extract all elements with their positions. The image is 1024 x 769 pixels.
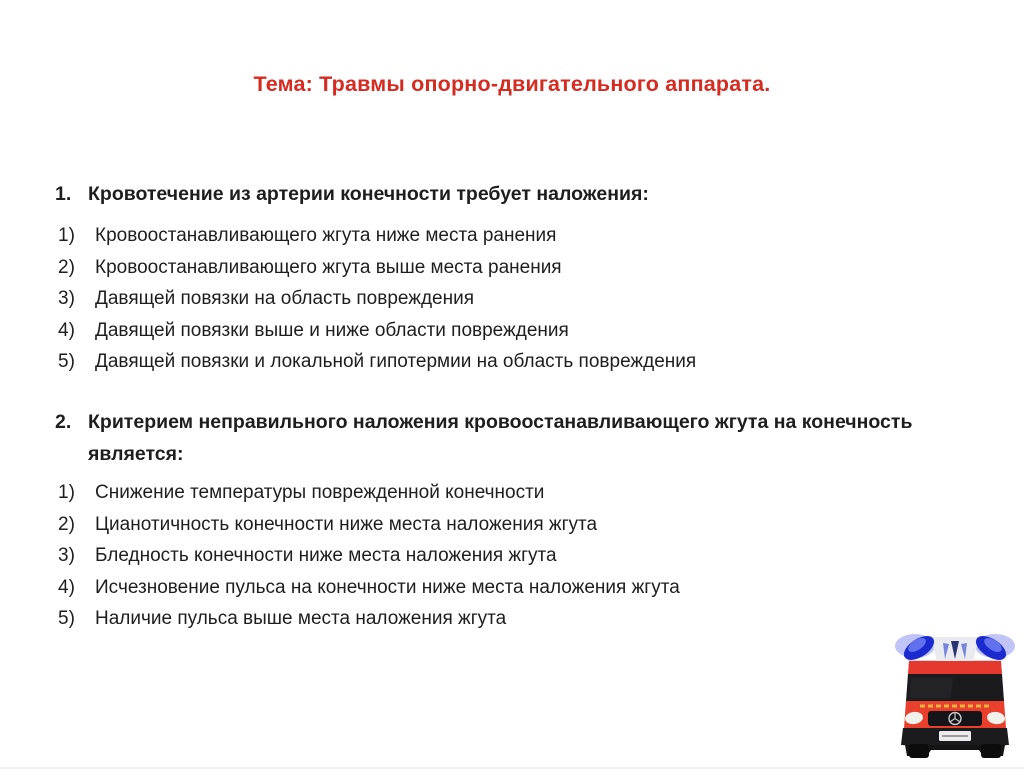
question-2-heading [55,407,988,470]
option-number: 2) [58,513,75,535]
list-item [55,603,988,635]
option-text: Кровоостанавливающего жгута выше места ранения [95,256,562,278]
option-number: 1) [58,225,75,246]
question-2-text: Критерием неправильного наложения кровоостанавливающего жгута на конечность является: [88,411,913,465]
question-1 [55,177,988,378]
list-item [55,509,988,541]
question-2 [55,407,988,635]
option-number: 1) [58,482,75,503]
slide-title: Тема: Травмы опорно-двигательного аппарата. [253,72,771,96]
option-text: Наличие пульса выше места наложения жгута [95,608,507,630]
question-2-number: 2. [55,411,72,433]
option-number: 5) [58,608,75,630]
question-1-options [55,220,988,378]
list-item [55,477,988,509]
option-number: 3) [58,545,75,567]
option-number: 4) [58,576,75,598]
question-1-heading [55,177,988,211]
list-item [55,283,988,315]
option-text: Давящей повязки выше и ниже области повреждения [95,319,569,341]
ambulance-image [893,632,1017,762]
list-item [55,572,988,604]
option-text: Исчезновение пульса на конечности ниже места наложения жгута [95,576,680,598]
ambulance-icon [893,632,1017,762]
question-2-options [55,477,988,635]
option-text: Бледность конечности ниже места наложения жгута [95,545,557,567]
option-text: Снижение температуры поврежденной конечности [95,482,545,503]
option-number: 3) [58,288,75,310]
list-item [55,346,988,378]
option-number: 2) [58,256,75,278]
question-1-number: 1. [55,183,72,205]
option-text: Давящей повязки на область повреждения [95,288,475,310]
list-item [55,220,988,252]
list-item [55,540,988,572]
option-text: Кровоостанавливающего жгута ниже места ранения [95,225,557,246]
list-item [55,252,988,284]
question-1-text: Кровотечение из артерии конечности требует наложения: [88,183,649,205]
list-item [55,315,988,347]
option-number: 5) [58,351,75,373]
option-text: Цианотичность конечности ниже места наложения жгута [95,513,598,535]
option-number: 4) [58,319,75,341]
option-text: Давящей повязки и локальной гипотермии на область повреждения [95,351,697,373]
